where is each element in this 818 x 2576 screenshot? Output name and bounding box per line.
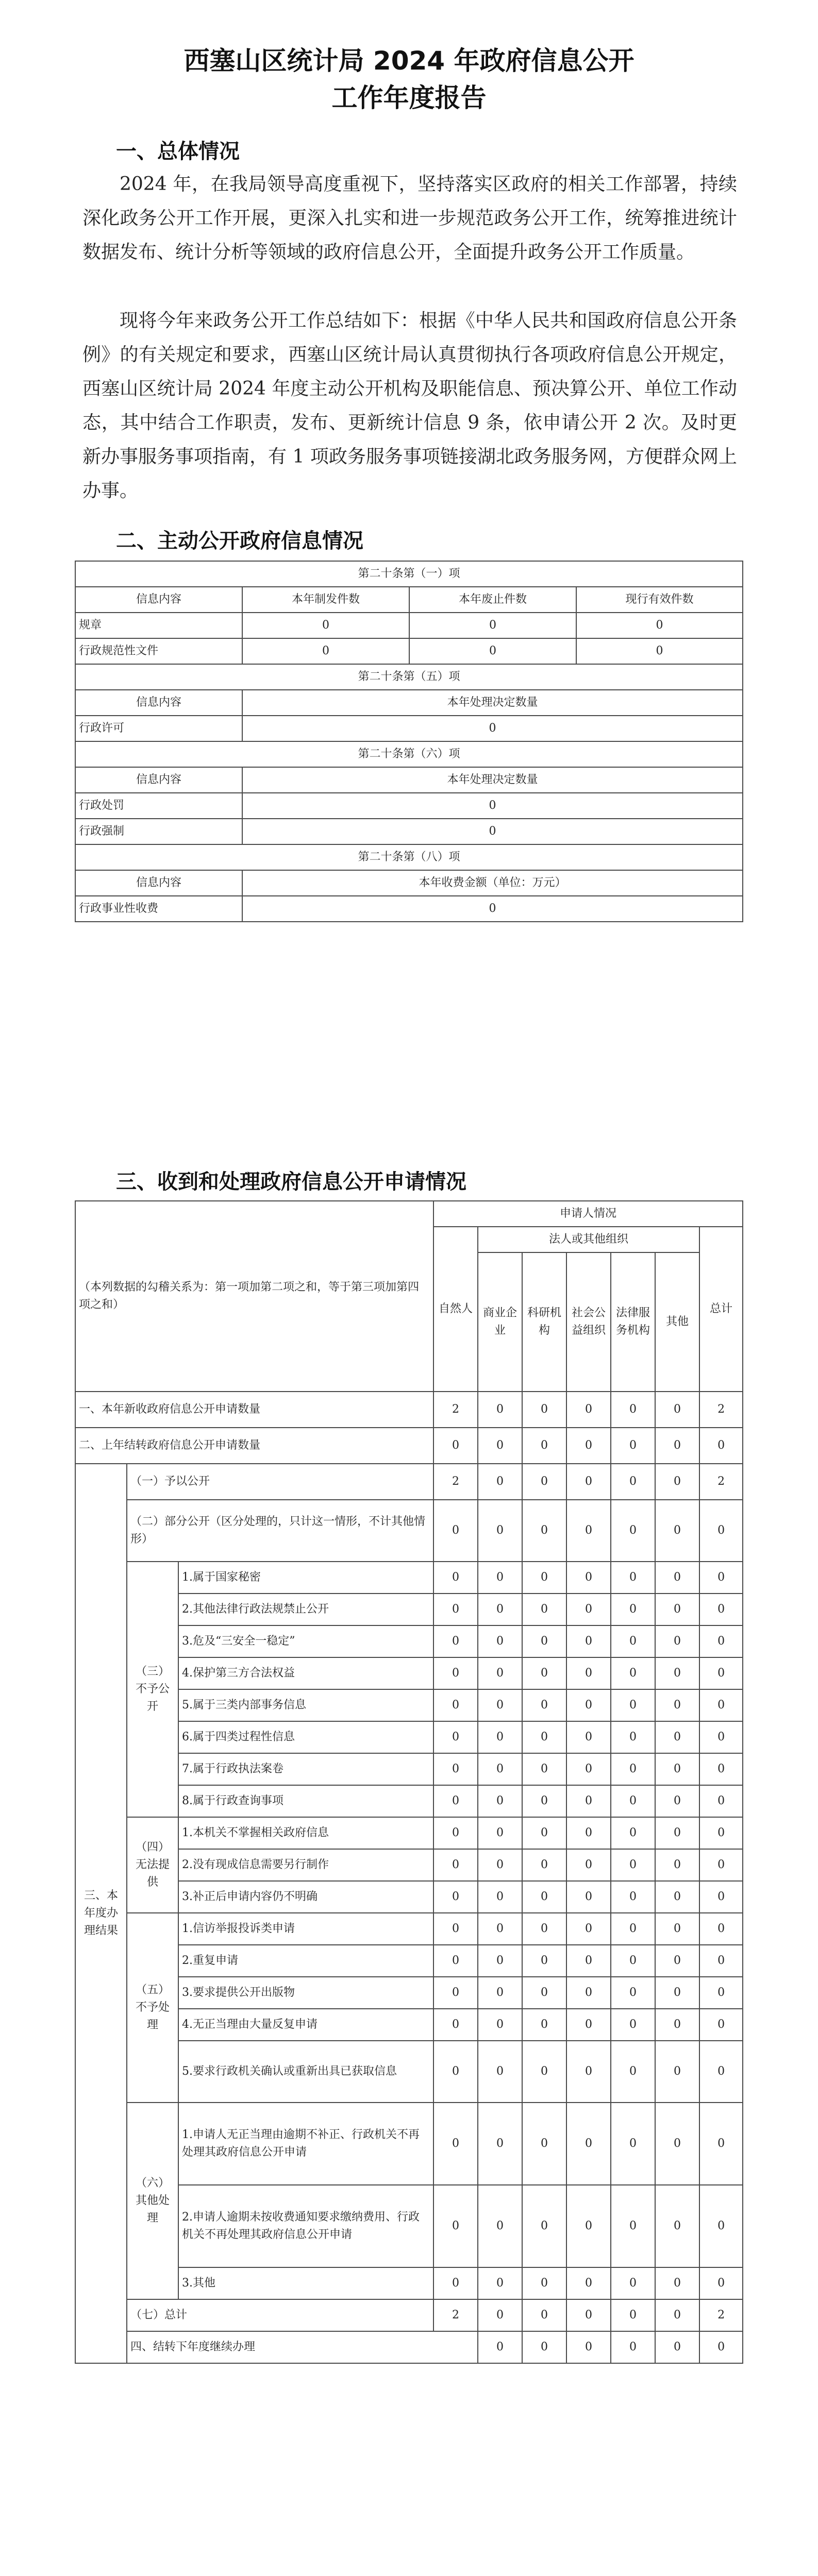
row-label: 四、结转下年度继续办理 xyxy=(127,2331,478,2363)
deny-group-label: （三）不予公开 xyxy=(127,1562,178,1817)
cell-value: 0 xyxy=(522,1849,566,1881)
table-row xyxy=(75,716,743,741)
cell-value: 0 xyxy=(433,1881,478,1913)
row-label: 4.保护第三方合法权益 xyxy=(178,1657,433,1689)
cell-value: 0 xyxy=(655,2299,699,2331)
cell-value: 0 xyxy=(478,1945,522,1977)
cell-value: 0 xyxy=(566,2267,611,2299)
total-header: 总计 xyxy=(699,1227,743,1392)
cell-value: 0 xyxy=(478,2041,522,2103)
cell-value: 0 xyxy=(522,1689,566,1721)
table-row xyxy=(75,1817,743,1849)
cell-value: 2 xyxy=(699,1464,743,1500)
cell-value: 0 xyxy=(611,1977,655,2009)
cell-value: 0 xyxy=(611,2103,655,2185)
cell-value: 0 xyxy=(566,2299,611,2331)
cell-value: 0 xyxy=(611,1785,655,1817)
t4-title: 第二十条第（八）项 xyxy=(75,844,743,870)
cell-value: 0 xyxy=(699,1849,743,1881)
t2-header: 本年处理决定数量 xyxy=(242,690,743,716)
row-label: 2.其他法律行政法规禁止公开 xyxy=(178,1594,433,1625)
row-label: （七）总计 xyxy=(127,2299,433,2331)
cell-value: 0 xyxy=(699,1428,743,1464)
cell-value: 0 xyxy=(611,1849,655,1881)
cell-value: 2 xyxy=(433,1464,478,1500)
cell-value: 0 xyxy=(699,1945,743,1977)
cell-value: 0 xyxy=(655,1689,699,1721)
cell-value: 0 xyxy=(611,2299,655,2331)
cell-value: 0 xyxy=(522,1881,566,1913)
cell-value: 0 xyxy=(655,1753,699,1785)
row-label: 行政处罚 xyxy=(75,793,242,819)
cell-value: 0 xyxy=(242,896,743,922)
result-group-label: 三、本年度办理结果 xyxy=(75,1464,127,2363)
cell-value: 0 xyxy=(409,613,576,638)
cell-value: 0 xyxy=(478,2009,522,2041)
cell-value: 0 xyxy=(611,2041,655,2103)
cell-value: 0 xyxy=(522,1500,566,1562)
table-row xyxy=(75,638,743,664)
row-label: 5.要求行政机关确认或重新出具已获取信息 xyxy=(178,2041,433,2103)
row-label: 规章 xyxy=(75,613,242,638)
cell-value: 0 xyxy=(566,1785,611,1817)
table-row xyxy=(75,819,743,844)
cell-value: 0 xyxy=(478,2299,522,2331)
cell-value: 0 xyxy=(655,1849,699,1881)
cell-value: 0 xyxy=(611,1881,655,1913)
row-label: 6.属于四类过程性信息 xyxy=(178,1721,433,1753)
cell-value: 0 xyxy=(522,2041,566,2103)
cell-value: 0 xyxy=(478,1977,522,2009)
application-handling-table xyxy=(75,1200,743,2364)
cell-value: 0 xyxy=(478,2267,522,2299)
table-row xyxy=(75,1562,743,1594)
row-label: 7.属于行政执法案卷 xyxy=(178,1753,433,1785)
cell-value: 0 xyxy=(699,1594,743,1625)
row-label: （二）部分公开（区分处理的，只计这一情形，不计其他情形） xyxy=(127,1500,433,1562)
cell-value: 0 xyxy=(242,716,743,741)
cell-value: 0 xyxy=(611,2267,655,2299)
row-label: 行政规范性文件 xyxy=(75,638,242,664)
cell-value: 0 xyxy=(566,1881,611,1913)
cell-value: 0 xyxy=(566,2103,611,2185)
cell-value: 0 xyxy=(433,1657,478,1689)
table-row xyxy=(75,2103,743,2185)
cell-value: 0 xyxy=(699,1657,743,1689)
cell-value: 0 xyxy=(478,1881,522,1913)
row-label: 行政事业性收费 xyxy=(75,896,242,922)
t4-header: 信息内容 xyxy=(75,870,242,896)
cell-value: 0 xyxy=(699,1817,743,1849)
cell-value: 0 xyxy=(478,2331,522,2363)
cell-value: 0 xyxy=(566,1428,611,1464)
cell-value: 0 xyxy=(522,2331,566,2363)
cell-value: 0 xyxy=(699,2267,743,2299)
table-row xyxy=(75,1428,743,1464)
cell-value: 0 xyxy=(699,2103,743,2185)
t1-header: 信息内容 xyxy=(75,587,242,613)
cell-value: 0 xyxy=(242,793,743,819)
row-label: 3.危及“三安全一稳定” xyxy=(178,1625,433,1657)
cell-value: 0 xyxy=(522,1913,566,1945)
cell-value: 0 xyxy=(699,2331,743,2363)
cell-value: 0 xyxy=(566,1500,611,1562)
cell-value: 0 xyxy=(522,1817,566,1849)
t1-header: 本年制发件数 xyxy=(242,587,409,613)
cell-value: 0 xyxy=(655,1945,699,1977)
cell-value: 0 xyxy=(522,2299,566,2331)
cell-value: 0 xyxy=(522,1753,566,1785)
cell-value: 0 xyxy=(566,1594,611,1625)
t3-header: 信息内容 xyxy=(75,767,242,793)
cell-value: 0 xyxy=(478,1428,522,1464)
cell-value: 0 xyxy=(611,1913,655,1945)
cell-value: 0 xyxy=(478,1753,522,1785)
cell-value: 0 xyxy=(655,1464,699,1500)
row-label: 3.补正后申请内容仍不明确 xyxy=(178,1881,433,1913)
cell-value: 0 xyxy=(433,1721,478,1753)
cell-value: 0 xyxy=(433,1977,478,2009)
cell-value: 0 xyxy=(409,638,576,664)
table-row xyxy=(75,1500,743,1562)
cell-value: 0 xyxy=(611,2009,655,2041)
cell-value: 0 xyxy=(478,1657,522,1689)
cell-value: 0 xyxy=(655,1500,699,1562)
row-label: 2.没有现成信息需要另行制作 xyxy=(178,1849,433,1881)
cell-value: 0 xyxy=(611,1657,655,1689)
cell-value: 0 xyxy=(655,1657,699,1689)
cell-value: 0 xyxy=(478,1500,522,1562)
t1-title: 第二十条第（一）项 xyxy=(75,561,743,587)
row-label: 2.申请人逾期未按收费通知要求缴纳费用、行政机关不再处理其政府信息公开申请 xyxy=(178,2185,433,2267)
cell-value: 0 xyxy=(522,2267,566,2299)
cell-value: 0 xyxy=(699,1753,743,1785)
cell-value: 0 xyxy=(478,1562,522,1594)
cell-value: 0 xyxy=(433,1689,478,1721)
row-label: 3.其他 xyxy=(178,2267,433,2299)
cell-value: 0 xyxy=(478,2185,522,2267)
row-label: 一、本年新收政府信息公开申请数量 xyxy=(75,1392,433,1428)
cell-value: 0 xyxy=(655,2267,699,2299)
table-row xyxy=(75,1464,743,1500)
cell-value: 0 xyxy=(655,2331,699,2363)
cell-value: 0 xyxy=(699,1721,743,1753)
cell-value: 0 xyxy=(522,1464,566,1500)
cell-value: 0 xyxy=(566,1657,611,1689)
section1-para1: 2024 年，在我局领导高度重视下，坚持落实区政府的相关工作部署，持续深化政务公开工作开展，更深入扎实和进一步规范政务公开工作，统筹推进统计数据发布、统计分析等领域的政府信息公开，全面提升政务公开工作质量。 xyxy=(82,174,737,263)
sub-header: 科研机构 xyxy=(522,1252,566,1392)
cell-value: 0 xyxy=(611,1392,655,1428)
row-label: 行政许可 xyxy=(75,716,242,741)
report-title-line1: 西塞山区统计局 2024 年政府信息公开 xyxy=(183,46,635,76)
t3-header: 本年处理决定数量 xyxy=(242,767,743,793)
t4-header: 本年收费金额（单位：万元） xyxy=(242,870,743,896)
cell-value: 0 xyxy=(566,1817,611,1849)
cell-value: 0 xyxy=(655,1881,699,1913)
cell-value: 0 xyxy=(242,638,409,664)
cell-value: 2 xyxy=(433,2299,478,2331)
cell-value: 0 xyxy=(699,1625,743,1657)
row-label: 1.本机关不掌握相关政府信息 xyxy=(178,1817,433,1849)
cell-value: 0 xyxy=(433,1913,478,1945)
section1-para2: 现将今年来政务公开工作总结如下：根据《中华人民共和国政府信息公开条例》的有关规定和要求，西塞山区统计局认真贯彻执行各项政府信息公开规定，西塞山区统计局 2024 年度主动公开机构及职能信息、预决算公开、单位工作动态，其中结合工作职责，发布、更新统计信息 9 条，依申请公开 2 次。及时更新办事服务事项指南，有 1 项政务服务事项链接湖北政务服务网，方便群众网上办事。 xyxy=(82,310,737,501)
cell-value: 0 xyxy=(433,2041,478,2103)
cell-value: 0 xyxy=(699,1881,743,1913)
unable-group-label: （四）无法提供 xyxy=(127,1817,178,1913)
table-row xyxy=(75,793,743,819)
cell-value: 0 xyxy=(566,1464,611,1500)
cell-value: 0 xyxy=(655,1913,699,1945)
cell-value: 0 xyxy=(655,1562,699,1594)
table-row xyxy=(75,896,743,922)
cell-value: 0 xyxy=(433,1817,478,1849)
cell-value: 0 xyxy=(611,1428,655,1464)
cell-value: 0 xyxy=(478,1817,522,1849)
cell-value: 0 xyxy=(655,2185,699,2267)
cell-value: 0 xyxy=(522,2103,566,2185)
section1-heading: 一、总体情况 xyxy=(116,140,240,163)
cell-value: 0 xyxy=(478,1849,522,1881)
cell-value: 0 xyxy=(566,2009,611,2041)
table-row xyxy=(75,2331,743,2363)
t2-header: 信息内容 xyxy=(75,690,242,716)
row-label: 1.申请人无正当理由逾期不补正、行政机关不再处理其政府信息公开申请 xyxy=(178,2103,433,2185)
cell-value: 0 xyxy=(699,1689,743,1721)
cell-value: 0 xyxy=(699,2009,743,2041)
row-label: 4.无正当理由大量反复申请 xyxy=(178,2009,433,2041)
cell-value: 0 xyxy=(655,1594,699,1625)
cell-value: 0 xyxy=(522,1392,566,1428)
cell-value: 0 xyxy=(655,1977,699,2009)
cell-value: 0 xyxy=(433,1625,478,1657)
cell-value: 0 xyxy=(576,613,743,638)
cell-value: 0 xyxy=(611,1945,655,1977)
cell-value: 0 xyxy=(699,1913,743,1945)
t3-title: 第二十条第（六）项 xyxy=(75,741,743,767)
cell-value: 0 xyxy=(655,2041,699,2103)
cell-value: 0 xyxy=(433,2009,478,2041)
consistency-note: （本列数据的勾稽关系为：第一项加第二项之和，等于第三项加第四项之和） xyxy=(75,1201,433,1392)
cell-value: 0 xyxy=(611,1500,655,1562)
row-label: 2.重复申请 xyxy=(178,1945,433,1977)
cell-value: 0 xyxy=(478,1625,522,1657)
cell-value: 0 xyxy=(522,2009,566,2041)
cell-value: 0 xyxy=(522,1657,566,1689)
cell-value: 0 xyxy=(655,1392,699,1428)
sub-header: 社会公益组织 xyxy=(566,1252,611,1392)
cell-value: 0 xyxy=(478,1392,522,1428)
table-row xyxy=(75,1913,743,1945)
cell-value: 0 xyxy=(611,2185,655,2267)
report-title-line2: 工作年度报告 xyxy=(331,83,487,113)
cell-value: 0 xyxy=(576,638,743,664)
cell-value: 0 xyxy=(655,1785,699,1817)
cell-value: 0 xyxy=(566,1689,611,1721)
cell-value: 0 xyxy=(611,1753,655,1785)
cell-value: 0 xyxy=(478,1689,522,1721)
sub-header: 商业企业 xyxy=(478,1252,522,1392)
cell-value: 0 xyxy=(566,1625,611,1657)
cell-value: 0 xyxy=(699,1500,743,1562)
cell-value: 0 xyxy=(566,1849,611,1881)
row-label: （一）予以公开 xyxy=(127,1464,433,1500)
proactive-disclosure-table xyxy=(75,561,743,922)
table-row xyxy=(75,1392,743,1428)
cell-value: 0 xyxy=(566,1913,611,1945)
t1-header: 本年废止件数 xyxy=(409,587,576,613)
cell-value: 0 xyxy=(478,2103,522,2185)
cell-value: 0 xyxy=(611,1594,655,1625)
cell-value: 0 xyxy=(433,1500,478,1562)
cell-value: 0 xyxy=(433,1945,478,1977)
cell-value: 0 xyxy=(566,1977,611,2009)
row-label: 行政强制 xyxy=(75,819,242,844)
cell-value: 0 xyxy=(699,1562,743,1594)
cell-value: 0 xyxy=(522,1625,566,1657)
cell-value: 0 xyxy=(611,1625,655,1657)
section2-heading: 二、主动公开政府信息情况 xyxy=(116,529,363,553)
natural-person-header: 自然人 xyxy=(433,1227,478,1392)
cell-value: 0 xyxy=(566,2331,611,2363)
cell-value: 0 xyxy=(522,1945,566,1977)
cell-value: 0 xyxy=(433,1562,478,1594)
cell-value: 0 xyxy=(655,1721,699,1753)
row-label: 1.属于国家秘密 xyxy=(178,1562,433,1594)
cell-value: 0 xyxy=(611,1562,655,1594)
sub-header: 法律服务机构 xyxy=(611,1252,655,1392)
cell-value: 0 xyxy=(433,2103,478,2185)
table-row xyxy=(75,2299,743,2331)
cell-value: 0 xyxy=(699,1785,743,1817)
t1-header: 现行有效件数 xyxy=(576,587,743,613)
cell-value: 0 xyxy=(522,1721,566,1753)
cell-value: 0 xyxy=(611,1464,655,1500)
cell-value: 0 xyxy=(655,2103,699,2185)
cell-value: 0 xyxy=(611,1817,655,1849)
cell-value: 0 xyxy=(433,1753,478,1785)
cell-value: 0 xyxy=(655,2009,699,2041)
sub-header: 其他 xyxy=(655,1252,699,1392)
cell-value: 0 xyxy=(522,1562,566,1594)
noproc-group-label: （五）不予处理 xyxy=(127,1913,178,2103)
cell-value: 2 xyxy=(433,1392,478,1428)
row-label: 1.信访举报投诉类申请 xyxy=(178,1913,433,1945)
row-label: 二、上年结转政府信息公开申请数量 xyxy=(75,1428,433,1464)
cell-value: 0 xyxy=(522,1785,566,1817)
cell-value: 2 xyxy=(699,1392,743,1428)
cell-value: 0 xyxy=(655,1625,699,1657)
cell-value: 0 xyxy=(242,613,409,638)
cell-value: 0 xyxy=(566,1562,611,1594)
row-label: 8.属于行政查询事项 xyxy=(178,1785,433,1817)
cell-value: 0 xyxy=(478,1785,522,1817)
other-group-label: （六）其他处理 xyxy=(127,2103,178,2299)
table-row xyxy=(75,613,743,638)
cell-value: 0 xyxy=(655,1428,699,1464)
cell-value: 0 xyxy=(478,1721,522,1753)
cell-value: 0 xyxy=(522,1594,566,1625)
cell-value: 0 xyxy=(478,1913,522,1945)
cell-value: 0 xyxy=(433,1785,478,1817)
cell-value: 0 xyxy=(611,2331,655,2363)
cell-value: 0 xyxy=(655,1817,699,1849)
cell-value: 0 xyxy=(522,1977,566,2009)
row-label: 5.属于三类内部事务信息 xyxy=(178,1689,433,1721)
cell-value: 0 xyxy=(566,2185,611,2267)
cell-value: 0 xyxy=(566,1945,611,1977)
cell-value: 0 xyxy=(566,1753,611,1785)
cell-value: 0 xyxy=(699,2041,743,2103)
cell-value: 2 xyxy=(699,2299,743,2331)
cell-value: 0 xyxy=(478,1594,522,1625)
cell-value: 0 xyxy=(433,1428,478,1464)
section3-heading: 三、收到和处理政府信息公开申请情况 xyxy=(116,1170,466,1194)
cell-value: 0 xyxy=(433,2185,478,2267)
cell-value: 0 xyxy=(522,2185,566,2267)
cell-value: 0 xyxy=(566,2041,611,2103)
cell-value: 0 xyxy=(566,1721,611,1753)
cell-value: 0 xyxy=(566,1392,611,1428)
cell-value: 0 xyxy=(699,2185,743,2267)
cell-value: 0 xyxy=(522,1428,566,1464)
cell-value: 0 xyxy=(699,1977,743,2009)
cell-value: 0 xyxy=(611,1689,655,1721)
legal-entity-header: 法人或其他组织 xyxy=(478,1227,699,1252)
applicant-header: 申请人情况 xyxy=(433,1201,743,1227)
cell-value: 0 xyxy=(433,2267,478,2299)
cell-value: 0 xyxy=(433,1594,478,1625)
cell-value: 0 xyxy=(611,1721,655,1753)
row-label: 3.要求提供公开出版物 xyxy=(178,1977,433,2009)
cell-value: 0 xyxy=(242,819,743,844)
cell-value: 0 xyxy=(433,1849,478,1881)
t2-title: 第二十条第（五）项 xyxy=(75,664,743,690)
cell-value: 0 xyxy=(478,1464,522,1500)
